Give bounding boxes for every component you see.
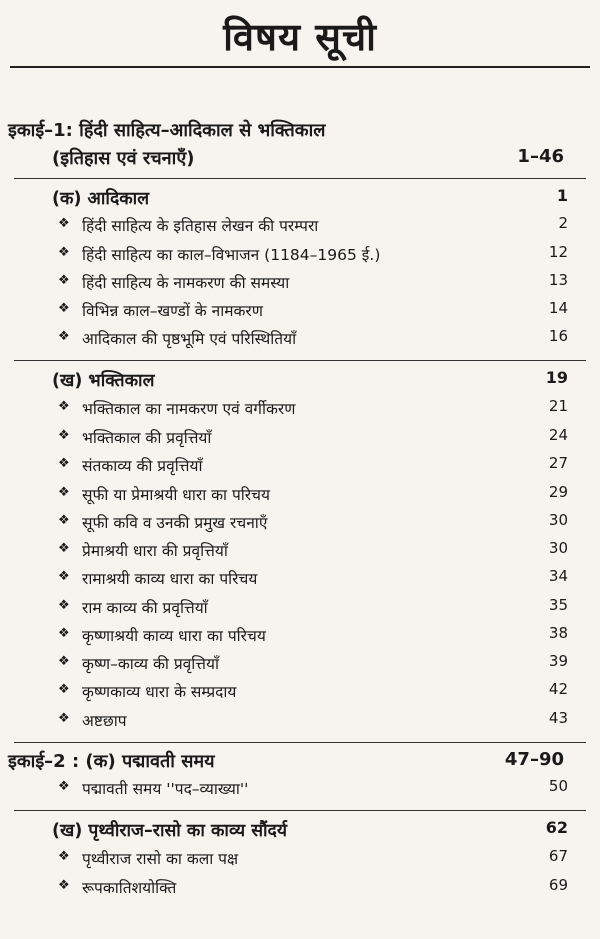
item-page: 35 (548, 596, 568, 614)
list-item (0, 426, 600, 454)
item-page: 13 (548, 271, 568, 289)
list-item (0, 483, 600, 511)
unit-2-pages: 47–90 (504, 749, 564, 770)
list-item (0, 847, 600, 875)
unit-2-heading (0, 749, 600, 777)
divider (14, 742, 586, 743)
item-label: पृथ्वीराज रासो का कला पक्ष (82, 850, 239, 868)
section-page: 62 (545, 818, 568, 837)
list-item (0, 539, 600, 567)
bullet-icon: ❖ (58, 485, 70, 500)
page-title: विषय सूची (223, 15, 377, 59)
item-label: राम काव्य की प्रवृत्तियाँ (82, 599, 208, 617)
list-item (0, 327, 600, 355)
bullet-icon: ❖ (58, 456, 70, 471)
item-page: 24 (548, 426, 568, 444)
item-label: कृष्णाश्रयी काव्य धारा का परिचय (82, 627, 266, 645)
item-label: अष्टछाप (82, 712, 127, 730)
section-adikal (0, 186, 600, 214)
list-item (0, 652, 600, 680)
item-label: सूफी या प्रेमाश्रयी धारा का परिचय (82, 486, 270, 504)
bullet-icon: ❖ (58, 849, 70, 864)
bullet-icon: ❖ (58, 711, 70, 726)
section-page: 19 (545, 368, 568, 387)
item-page: 2 (558, 214, 568, 232)
item-page: 21 (548, 397, 568, 415)
section-page: 1 (556, 186, 568, 205)
bullet-icon: ❖ (58, 399, 70, 414)
item-label: हिंदी साहित्य के इतिहास लेखन की परम्परा (82, 217, 319, 235)
item-page: 16 (548, 327, 568, 345)
bullet-icon: ❖ (58, 273, 70, 288)
item-label: विभिन्न काल–खण्डों के नामकरण (82, 302, 263, 320)
unit-1-subtitle: (इतिहास एवं रचनाएँ) (52, 148, 195, 169)
item-label: रूपकातिशयोक्ति (82, 879, 177, 897)
item-label: रामाश्रयी काव्य धारा का परिचय (82, 570, 258, 588)
item-label: भक्तिकाल का नामकरण एवं वर्गीकरण (82, 400, 296, 418)
unit-2-title: इकाई–2 : (क) पद्मावती समय (8, 751, 215, 772)
bullet-icon: ❖ (58, 654, 70, 669)
bullet-icon: ❖ (58, 216, 70, 231)
bullet-icon: ❖ (58, 598, 70, 613)
item-page: 69 (548, 876, 568, 894)
list-item (0, 454, 600, 482)
item-label: आदिकाल की पृष्ठभूमि एवं परिस्थितियाँ (82, 330, 297, 348)
bullet-icon: ❖ (58, 779, 70, 794)
bullet-icon: ❖ (58, 513, 70, 528)
bullet-icon: ❖ (58, 626, 70, 641)
bullet-icon: ❖ (58, 569, 70, 584)
item-page: 39 (548, 652, 568, 670)
bullet-icon: ❖ (58, 301, 70, 316)
section-title: (ख) पृथ्वीराज–रासो का काव्य सौंदर्य (52, 821, 288, 841)
list-item (0, 397, 600, 425)
list-item (0, 777, 600, 805)
section-title: (क) आदिकाल (52, 189, 150, 209)
item-page: 27 (548, 454, 568, 472)
list-item (0, 876, 600, 904)
item-label: हिंदी साहित्य का काल–विभाजन (1184–1965 ई.) (82, 246, 381, 264)
item-label: संतकाव्य की प्रवृत्तियाँ (82, 457, 203, 475)
unit-1-heading (0, 118, 600, 146)
list-item (0, 511, 600, 539)
item-page: 38 (548, 624, 568, 642)
list-item (0, 299, 600, 327)
item-label: सूफी कवि व उनकी प्रमुख रचनाएँ (82, 514, 268, 532)
list-item (0, 596, 600, 624)
item-label: हिंदी साहित्य के नामकरण की समस्या (82, 274, 290, 292)
divider (14, 810, 586, 811)
divider (14, 178, 586, 179)
item-page: 43 (548, 709, 568, 727)
section-prithviraj-raso (0, 818, 600, 846)
unit-1-title: इकाई–1: हिंदी साहित्य–आदिकाल से भक्तिकाल (8, 120, 326, 141)
item-page: 67 (548, 847, 568, 865)
item-label: प्रेमाश्रयी धारा की प्रवृत्तियाँ (82, 542, 228, 560)
list-item (0, 243, 600, 271)
unit-1-subheading-row (0, 146, 600, 174)
bullet-icon: ❖ (58, 878, 70, 893)
bullet-icon: ❖ (58, 245, 70, 260)
list-item (0, 214, 600, 242)
item-page: 29 (548, 483, 568, 501)
list-item (0, 680, 600, 708)
list-item (0, 624, 600, 652)
item-page: 34 (548, 567, 568, 585)
item-page: 42 (548, 680, 568, 698)
list-item (0, 271, 600, 299)
bullet-icon: ❖ (58, 541, 70, 556)
section-bhaktikal (0, 368, 600, 396)
bullet-icon: ❖ (58, 329, 70, 344)
list-item (0, 709, 600, 737)
list-item (0, 567, 600, 595)
item-page: 50 (548, 777, 568, 795)
item-page: 12 (548, 243, 568, 261)
divider (14, 360, 586, 361)
item-page: 14 (548, 299, 568, 317)
unit-1-pages: 1–46 (517, 146, 564, 167)
item-page: 30 (548, 511, 568, 529)
item-label: भक्तिकाल की प्रवृत्तियाँ (82, 429, 212, 447)
title-rule (10, 66, 590, 68)
bullet-icon: ❖ (58, 682, 70, 697)
item-label: कृष्ण–काव्य की प्रवृत्तियाँ (82, 655, 220, 673)
bullet-icon: ❖ (58, 428, 70, 443)
item-page: 30 (548, 539, 568, 557)
item-label: पद्मावती समय ''पद–व्याख्या'' (82, 780, 249, 798)
item-label: कृष्णकाव्य धारा के सम्प्रदाय (82, 683, 237, 701)
section-title: (ख) भक्तिकाल (52, 371, 155, 391)
